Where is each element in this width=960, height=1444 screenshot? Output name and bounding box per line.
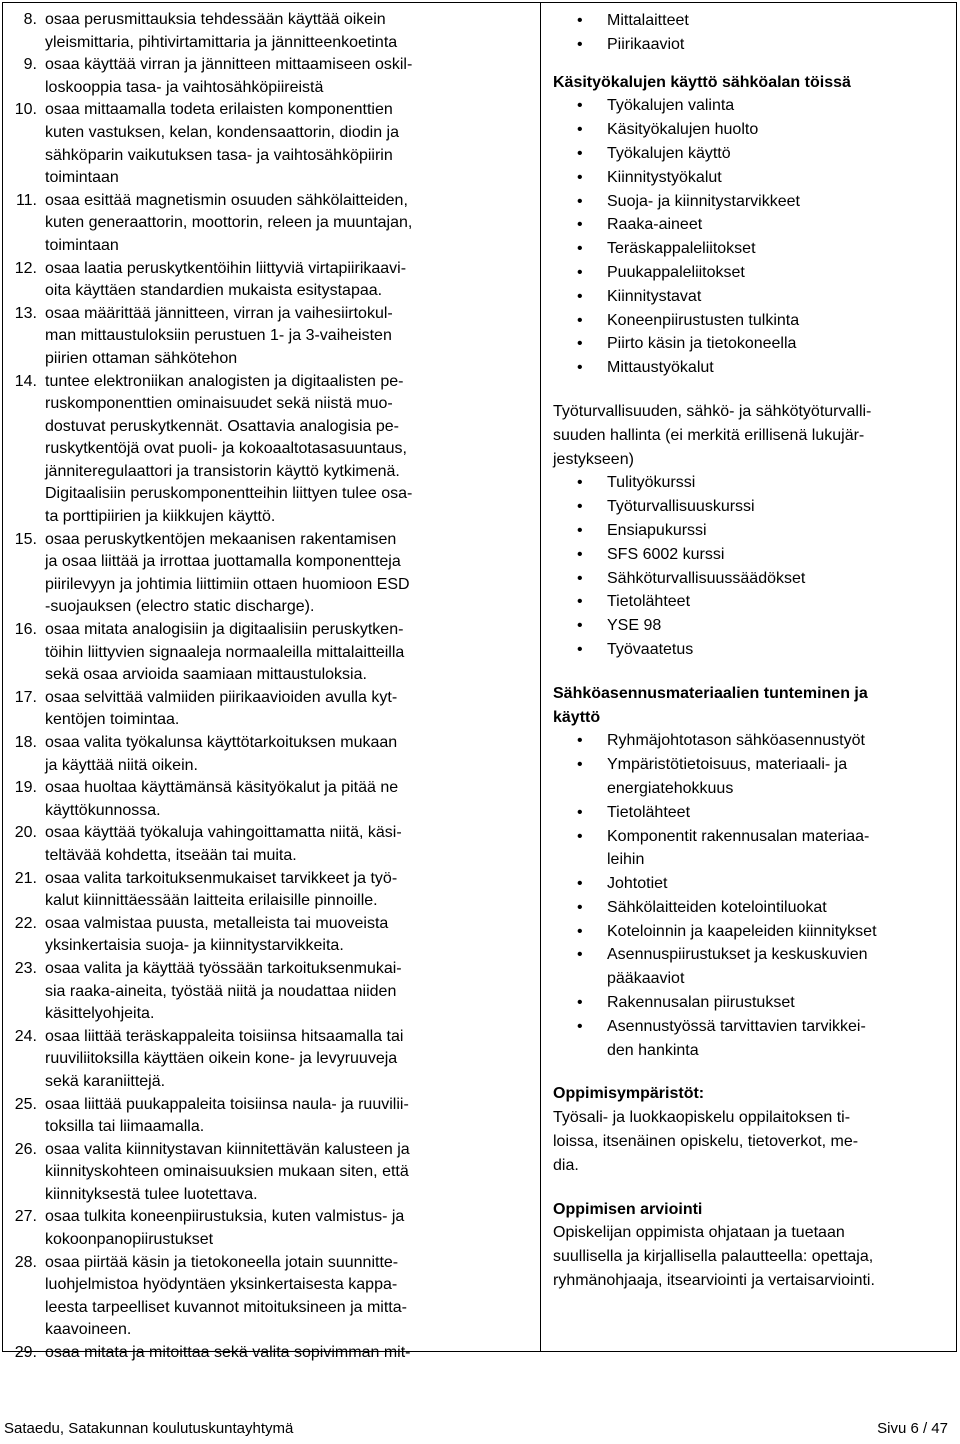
- bullet-item: [553, 943, 950, 991]
- bullet-text: Komponentit rakennusalan materiaa- leihin: [607, 827, 870, 869]
- objective-number: 24.: [14, 1027, 37, 1045]
- bullet-icon: [553, 471, 607, 495]
- objective-text: osaa piirtää käsin ja tietokoneella jotain suunnitte- luohjelmistoa hyödyntäen yksinkertaisesta kappa- leesta tarpeelliset kuvannot mitoituksineen ja mitta- kaavoineen.: [45, 1253, 407, 1339]
- objective-text: osaa selvittää valmiiden piirikaavioiden avulla kyt- kentöjen toimintaa.: [45, 688, 398, 729]
- objective-text: osaa liittää teräskappaleita toisiinsa hitsaamalla tai ruuviliitoksilla käyttäen oikein kone- ja levyruuveja sekä karaniittejä.: [45, 1027, 404, 1090]
- objective-item: [7, 687, 532, 732]
- objective-number: 29.: [14, 1344, 37, 1362]
- objective-text: osaa liittää puukappaleita toisiinsa naula- ja ruuvilii- toksilla tai liimaamalla.: [45, 1095, 409, 1136]
- objective-number: 25.: [14, 1095, 37, 1113]
- bullet-icon: [553, 729, 607, 753]
- bullet-icon: [553, 543, 607, 567]
- env-text: Työsali- ja luokkaopiskelu oppilaitoksen ti- loissa, itsenäinen opiskelu, tietoverkot, me- dia.: [553, 1109, 859, 1174]
- bullet-item: [553, 614, 950, 638]
- objective-item: [7, 303, 532, 371]
- bullet-item: [553, 495, 950, 519]
- objective-text: osaa huoltaa käyttämänsä käsityökalut ja pitää ne käyttökunnossa.: [45, 779, 399, 819]
- bullet-item: [553, 237, 950, 261]
- bullet-text: Koteloinnin ja kaapeleiden kiinnitykset: [607, 922, 877, 940]
- objective-number: 11.: [15, 191, 37, 209]
- bullet-item: [553, 729, 950, 753]
- env-heading: Oppimisympäristöt:: [553, 1085, 705, 1103]
- bullet-item: [553, 261, 950, 285]
- bullet-text: Työturvallisuuskurssi: [607, 498, 755, 516]
- bullet-text: Mittaustyökalut: [607, 359, 714, 377]
- bullet-icon: [553, 1015, 607, 1063]
- bullet-item: [553, 166, 950, 190]
- objective-item: [7, 868, 532, 913]
- bullet-text: Työvaatetus: [607, 640, 694, 658]
- bullet-item: [553, 567, 950, 591]
- objective-number: 28.: [14, 1253, 37, 1271]
- bullet-text: Raaka-aineet: [607, 216, 703, 234]
- page-footer: [4, 1420, 948, 1437]
- bullet-item: [553, 118, 950, 142]
- objective-item: [7, 9, 532, 54]
- objective-text: osaa käyttää virran ja jännitteen mittaamiseen oskil- loskooppia tasa- ja vaihtosähköpiireistä: [45, 56, 413, 96]
- objective-text: osaa valmistaa puusta, metalleista tai muoveista yksinkertaisia suoja- ja kiinnitystarvikkeita.: [45, 914, 389, 955]
- objective-text: osaa mittaamalla todeta erilaisten komponenttien kuten vastuksen, kelan, kondensaattorin, diodin ja sähköparin vaikutuksen tasa- ja vaihtosähköpiirin toimintaan: [45, 101, 400, 187]
- bullet-icon: [553, 9, 607, 33]
- objective-number: 15.: [14, 530, 37, 548]
- bullet-item: [553, 33, 950, 57]
- bullet-text: Johtotiet: [607, 875, 668, 893]
- bullet-item: [553, 896, 950, 920]
- bullet-icon: [553, 332, 607, 356]
- objective-item: [7, 529, 532, 619]
- bullet-text: SFS 6002 kurssi: [607, 545, 725, 563]
- objective-text: osaa peruskytkentöjen mekaanisen rakentamisen ja osaa liittää ja irrottaa juottamalla komponentteja piirilevyyn ja johtimia liittimiin ottaen huomioon ESD -suojauksen (electro static discharge).: [45, 530, 410, 616]
- bullet-text: Tietolähteet: [607, 803, 691, 821]
- bullet-icon: [553, 872, 607, 896]
- bullet-text: Mittalaitteet: [607, 12, 689, 29]
- objective-text: osaa valita työkalunsa käyttötarkoituksen mukaan ja käyttää niitä oikein.: [45, 734, 398, 774]
- bullet-icon: [553, 590, 607, 614]
- objective-number: 23.: [14, 959, 37, 977]
- bullet-text: Ryhmäjohtotason sähköasennustyöt: [607, 732, 865, 750]
- bullet-text: Asennuspiirustukset ja keskuskuvien pääkaaviot: [607, 946, 868, 988]
- bullet-icon: [553, 519, 607, 543]
- objective-item: [7, 1094, 532, 1139]
- bullet-icon: [553, 213, 607, 237]
- bullet-icon: [553, 261, 607, 285]
- bullet-text: Kiinnitystavat: [607, 287, 702, 305]
- bullet-icon: [553, 33, 607, 57]
- bullet-icon: [553, 943, 607, 991]
- objective-item: [7, 822, 532, 867]
- bullet-text: Kiinnitystyökalut: [607, 168, 722, 186]
- bullet-text: Sähkölaitteiden kotelointiluokat: [607, 898, 827, 916]
- bullet-text: Tietolähteet: [607, 593, 691, 611]
- objective-number: 13.: [14, 304, 37, 322]
- bullet-item: [553, 1015, 950, 1063]
- objective-item: [7, 1342, 532, 1365]
- objective-item: [7, 1252, 532, 1342]
- bullet-item: [553, 332, 950, 356]
- bullet-icon: [553, 991, 607, 1015]
- bullet-item: [553, 356, 950, 380]
- bullet-text: Ensiapukurssi: [607, 521, 707, 539]
- objective-item: [7, 1026, 532, 1094]
- bullet-item: [553, 94, 950, 118]
- bullet-icon: [553, 801, 607, 825]
- objective-number: 14.: [14, 372, 37, 390]
- bullet-icon: [553, 285, 607, 309]
- objective-number: 18.: [14, 734, 37, 751]
- bullet-text: Koneenpiirustusten tulkinta: [607, 311, 800, 329]
- bullet-icon: [553, 142, 607, 166]
- bullet-text: Tulityökurssi: [607, 474, 696, 492]
- objective-text: osaa laatia peruskytkentöihin liittyviä virtapiirikaavi- oita käyttäen standardien mukaista esitystapaa.: [45, 259, 407, 300]
- bullet-icon: [553, 495, 607, 519]
- objective-number: 27.: [14, 1208, 37, 1226]
- content-table: [2, 2, 957, 1362]
- bullet-icon: [553, 896, 607, 920]
- bullet-item: [553, 753, 950, 801]
- footer-organization: Sataedu, Satakunnan koulutuskuntayhtymä: [4, 1420, 294, 1437]
- bullet-text: YSE 98: [607, 617, 662, 635]
- left-column: [3, 3, 541, 1362]
- bullet-icon: [553, 356, 607, 380]
- objective-text: osaa valita kiinnitystavan kiinnitettävän kalusteen ja kiinnityskohteen ominaisuuksien mukaan siten, että kiinnityksestä tulee luotettava.: [45, 1140, 410, 1203]
- objectives-list: [7, 9, 532, 1365]
- bullet-item: [553, 825, 950, 873]
- bullet-item: [553, 213, 950, 237]
- tools-bullet-list: [553, 94, 950, 380]
- materials-bullet-list: [553, 729, 950, 1062]
- objective-text: tuntee elektroniikan analogisten ja digitaalisten pe- ruskomponenttien ominaisuudet sekä niistä muo- dostuvat peruskytkennät. Osattavia analogisia pe- ruskytkentöjä ovat puoli- ja kokoaaltotasasuuntaus, jänniteregulaattori ja transistorin käyttö kytkimenä. Digitaalisiin peruskomponentteihin liittyen tulee osa- ta porttipiirien ja kiikkujen käyttö.: [45, 372, 413, 526]
- bullet-icon: [553, 638, 607, 662]
- objective-text: osaa valita tarkoituksenmukaiset tarvikkeet ja työ- kalut kiinnittäessään laitteita erilaisille pinnoille.: [45, 869, 398, 910]
- bullet-text: Sähköturvallisuussäädökset: [607, 569, 806, 587]
- objective-item: [7, 54, 532, 99]
- bullet-text: Puukappaleliitokset: [607, 263, 745, 281]
- objective-item: [7, 1206, 532, 1251]
- bullet-item: [553, 9, 950, 33]
- safety-bullet-list: [553, 471, 950, 661]
- bullet-item: [553, 190, 950, 214]
- section-heading-tools: Käsityökalujen käyttö sähköalan töissä: [553, 73, 851, 91]
- section-heading-materials: Sähköasennusmateriaalien tunteminen ja käyttö: [553, 684, 868, 726]
- bullet-icon: [553, 237, 607, 261]
- bullet-text: Asennustyössä tarvittavien tarvikkei- den hankinta: [607, 1017, 866, 1059]
- objective-number: 9.: [23, 56, 37, 74]
- objective-text: osaa määrittää jännitteen, virran ja vaihesiirtokul- man mittaustuloksiin perustuen 1- ja 3-vaiheisten piirien ottaman sähkötehon: [45, 304, 393, 367]
- bullet-item: [553, 519, 950, 543]
- bullet-icon: [553, 94, 607, 118]
- bullet-icon: [553, 166, 607, 190]
- objective-item: [7, 258, 532, 303]
- bullet-text: Teräskappaleliitokset: [607, 240, 756, 258]
- objective-text: osaa käyttää työkaluja vahingoittamatta niitä, käsi- teltävää kohdetta, itseään tai muita.: [45, 824, 402, 864]
- objective-number: 17.: [14, 688, 37, 706]
- bullet-icon: [553, 825, 607, 873]
- objective-text: osaa mitata ja mitoittaa sekä valita sopivimman mit-: [45, 1344, 411, 1362]
- objective-item: [7, 619, 532, 687]
- bullet-icon: [553, 753, 607, 801]
- bullet-item: [553, 920, 950, 944]
- objective-number: 20.: [14, 824, 37, 842]
- objective-number: 10.: [14, 101, 37, 119]
- objective-item: [7, 732, 532, 777]
- objective-item: [7, 371, 532, 529]
- bullet-text: Ympäristötietoisuus, materiaali- ja energiatehokkuus: [607, 756, 848, 797]
- bullet-icon: [553, 614, 607, 638]
- bullet-icon: [553, 309, 607, 333]
- bullet-text: Piirto käsin ja tietokoneella: [607, 335, 797, 353]
- objective-number: 16.: [14, 621, 37, 639]
- bullet-text: Suoja- ja kiinnitystarvikkeet: [607, 192, 800, 210]
- assessment-heading: Oppimisen arviointi: [553, 1200, 703, 1218]
- bullet-item: [553, 590, 950, 614]
- objective-text: osaa perusmittauksia tehdessään käyttää oikein yleismittaria, pihtivirtamittaria ja jännitteenkoetinta: [45, 11, 398, 51]
- assessment-text: Opiskelijan oppimista ohjataan ja tuetaan suullisella ja kirjallisella palautteella: opettaja, ryhmänohjaaja, itsearviointi ja vertaisarviointi.: [553, 1224, 875, 1290]
- objective-item: [7, 777, 532, 822]
- bullet-item: [553, 872, 950, 896]
- objective-number: 26.: [14, 1140, 37, 1158]
- objective-number: 22.: [14, 914, 37, 932]
- objective-item: [7, 190, 532, 258]
- bullet-item: [553, 142, 950, 166]
- objective-number: 19.: [14, 779, 37, 797]
- bullet-text: Työkalujen valinta: [607, 97, 735, 115]
- bullet-item: [553, 309, 950, 333]
- bullet-text: Työkalujen käyttö: [607, 144, 731, 162]
- objective-text: osaa esittää magnetismin osuuden sähkölaitteiden, kuten generaattorin, moottorin, releen ja muuntajan, toimintaan: [45, 191, 413, 254]
- bullet-icon: [553, 190, 607, 214]
- bullet-text: Rakennusalan piirustukset: [607, 994, 795, 1012]
- top-bullet-list: [553, 9, 950, 57]
- bullet-item: [553, 471, 950, 495]
- bullet-text: Käsityökalujen huolto: [607, 121, 759, 139]
- bullet-item: [553, 543, 950, 567]
- bullet-item: [553, 991, 950, 1015]
- bullet-icon: [553, 118, 607, 142]
- objective-number: 12.: [14, 259, 37, 277]
- bullet-text: Piirikaaviot: [607, 35, 685, 53]
- objective-item: [7, 958, 532, 1026]
- bullet-item: [553, 285, 950, 309]
- footer-page-number: Sivu 6 / 47: [877, 1420, 948, 1437]
- objective-number: 21.: [14, 869, 37, 887]
- right-column: [541, 3, 956, 1351]
- bullet-item: [553, 801, 950, 825]
- objective-item: [7, 1139, 532, 1207]
- bullet-icon: [553, 567, 607, 591]
- section-safety-text: Työturvallisuuden, sähkö- ja sähkötyöturvalli- suuden hallinta (ei merkitä erillisenä lukujär- jestykseen): [553, 402, 872, 468]
- objective-text: osaa valita ja käyttää työssään tarkoituksenmukai- sia raaka-aineita, työstää niitä ja noudattaa niiden käsittelyohjeita.: [45, 959, 402, 1023]
- objective-text: osaa tulkita koneenpiirustuksia, kuten valmistus- ja kokoonpanopiirustukset: [45, 1208, 405, 1249]
- bullet-item: [553, 638, 950, 662]
- objective-number: 8.: [23, 11, 37, 28]
- bullet-icon: [553, 920, 607, 944]
- objective-text: osaa mitata analogisiin ja digitaalisiin peruskytken- töihin liittyvien signaaleja normaaleilla mittalaitteilla sekä osaa arvioida saamiaan mittaustuloksia.: [45, 621, 405, 684]
- objective-item: [7, 913, 532, 958]
- objective-item: [7, 99, 532, 189]
